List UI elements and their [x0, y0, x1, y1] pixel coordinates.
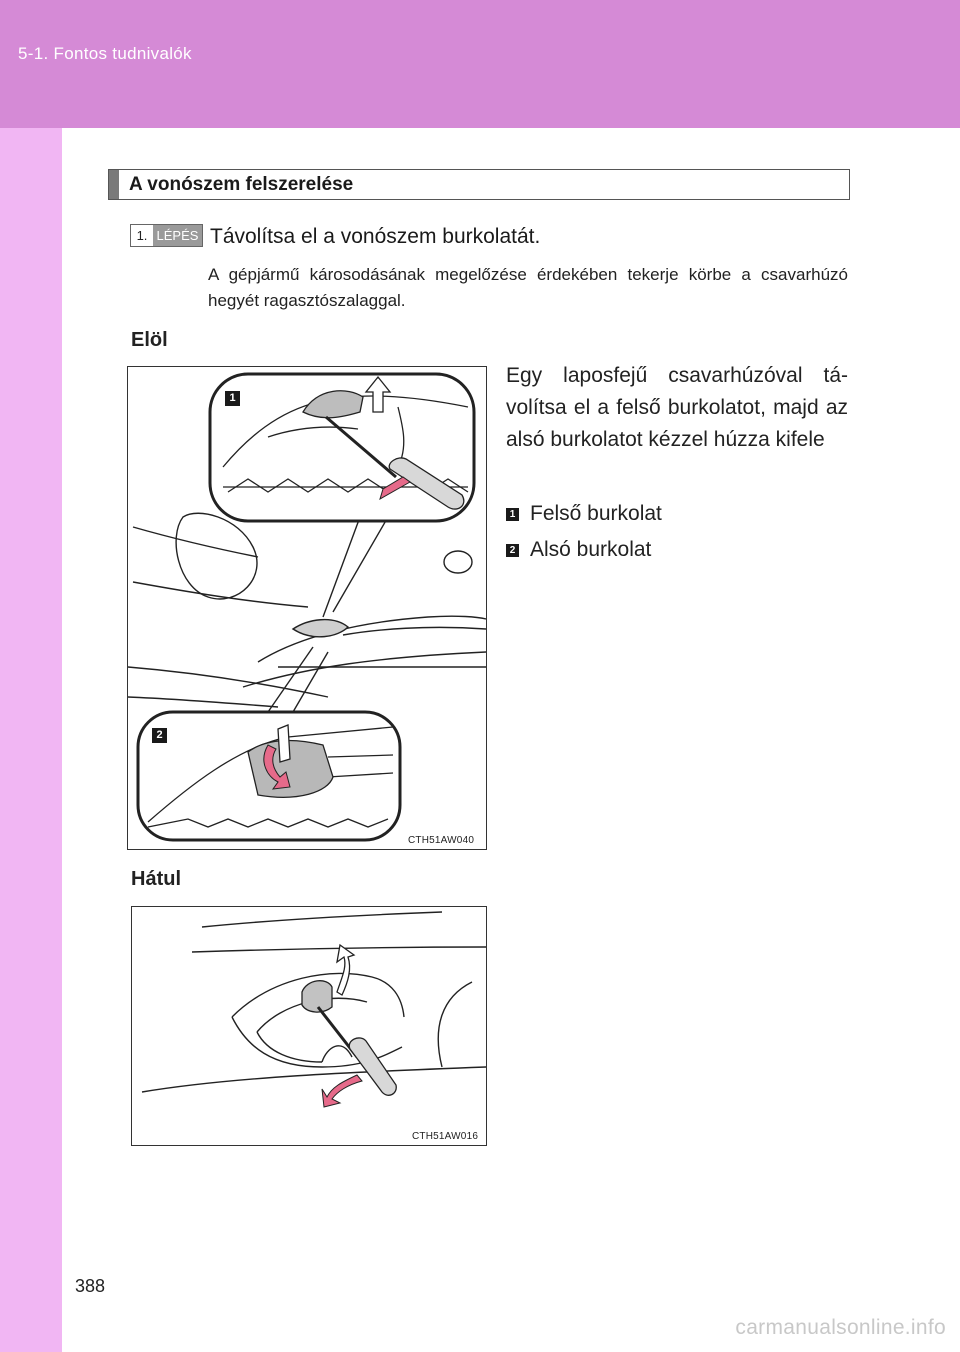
header-band: [0, 0, 960, 128]
front-instruction: Egy laposfejű csavarhúzóval tá-volítsa el a felső burkolatot, majd az alsó burkolatot kézzel húzza kifele: [506, 364, 848, 451]
step-note: A gépjármű károsodásának megelőzése érdekében tekerje körbe a csavarhúzó hegyét ragasztószalaggal.: [208, 265, 848, 310]
legend-label-lower: Alsó burkolat: [530, 538, 652, 561]
legend-item-lower: [506, 538, 651, 562]
step-badge: [130, 224, 203, 247]
heading-text: A vonószem felszerelése: [129, 174, 354, 195]
step-label: LÉPÉS: [153, 225, 202, 246]
side-band: [0, 128, 62, 1352]
front-illustration: [128, 367, 486, 849]
front-heading: Elöl: [131, 329, 168, 351]
heading-bar: [109, 170, 119, 199]
legend-label-upper: Felső burkolat: [530, 502, 662, 525]
legend-item-upper: [506, 502, 662, 526]
watermark: carmanualsonline.info: [735, 1316, 946, 1339]
front-figure-code: CTH51AW040: [408, 835, 475, 846]
callout-badge-1: 1: [225, 391, 240, 406]
section-title: 5-1. Fontos tudnivalók: [18, 44, 192, 63]
callout-badge-2: 2: [152, 728, 167, 743]
step-number: 1.: [131, 225, 153, 246]
rear-illustration: [132, 907, 486, 1145]
legend-badge-2: 2: [506, 544, 519, 557]
rear-heading: Hátul: [131, 868, 181, 890]
front-figure: [127, 366, 487, 850]
legend-badge-1: 1: [506, 508, 519, 521]
page-number: 388: [75, 1276, 106, 1296]
step-text: Távolítsa el a vonószem burkolatát.: [210, 225, 541, 248]
rear-figure: [131, 906, 487, 1146]
rear-figure-code: CTH51AW016: [412, 1131, 479, 1142]
section-heading: [108, 169, 850, 200]
